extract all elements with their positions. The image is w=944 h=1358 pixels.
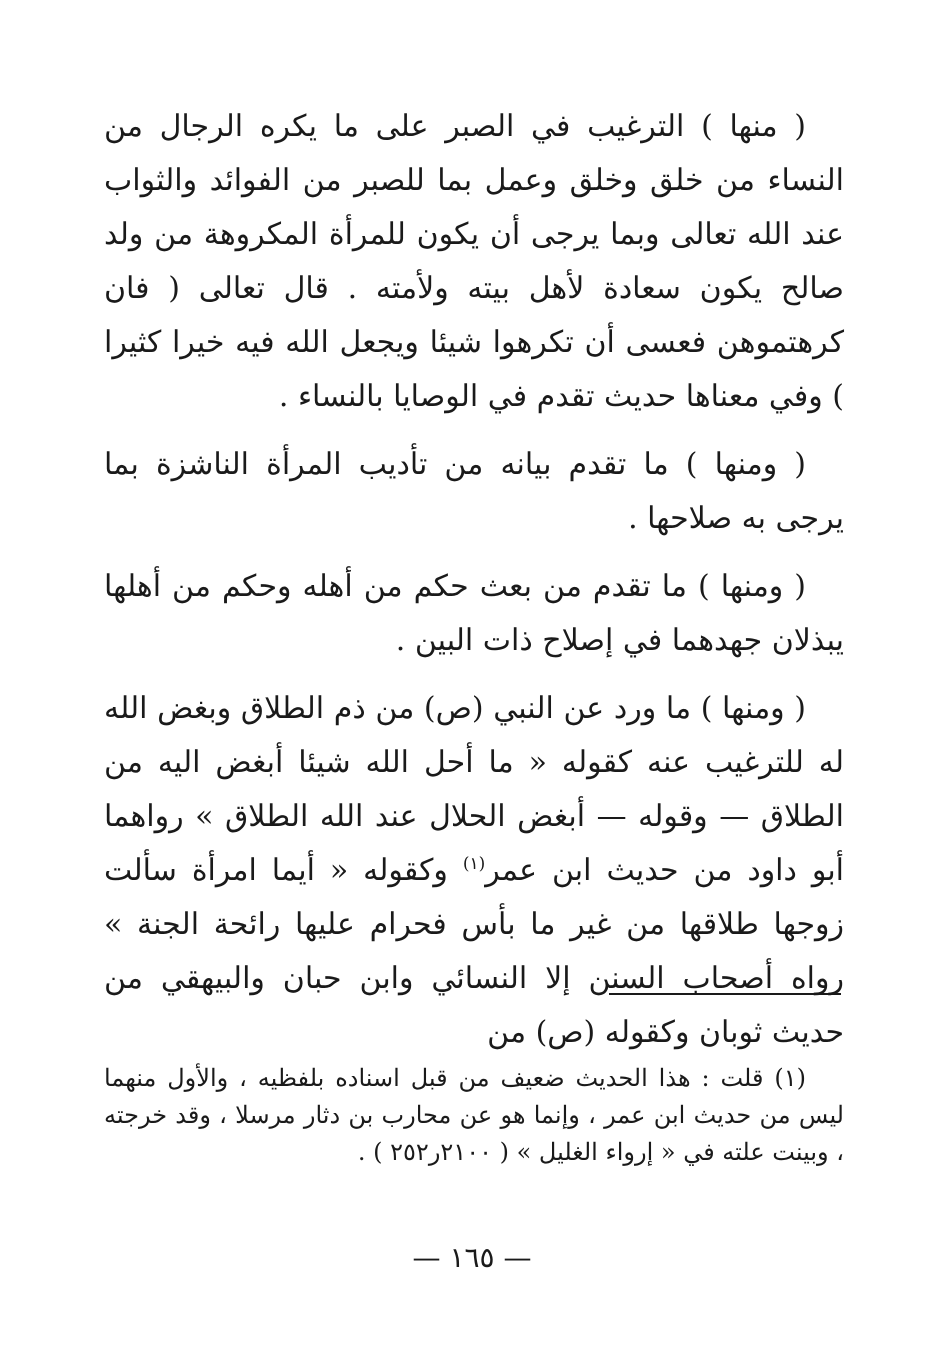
footnote: (١) قلت : هذا الحديث ضعيف من قبل اسناده بلفظيه ، والأول منهما ليس من حديث ابن عمر ، وإنما هو عن محارب بن دثار مرسلا ، وقد خرجته ، وبينت علته في « إرواء الغليل » ( ٢١٠٠ر٢٥٢ ) . [104,1064,844,1166]
main-text-block [104,100,844,1074]
paragraph-1: ( منها ) الترغيب في الصبر على ما يكره الرجال من النساء من خلق وخلق وعمل بما للصبر من الفوائد والثواب عند الله تعالى وبما يرجى أن يكون للمرأة المكروهة من ولد صالح يكون سعادة لأهل بيته ولأمته . قال تعالى ( فان كرهتموهن فعسى أن تكرهوا شيئا ويجعل الله فيه خيرا كثيرا ) وفي معناها حديث تقدم في الوصايا بالنساء . [104,109,844,414]
paragraph-4-text-before: ( ومنها ) ما ورد عن النبي (ص) من ذم الطلاق وبغض الله له للترغيب عنه كقوله « ما أحل الله شيئا أبغض اليه من الطلاق — وقوله — أبغض الحلال عند الله الطلاق » رواهما أبو داود من حديث ابن عمر [104,691,845,888]
paragraph-2: ( ومنها ) ما تقدم بيانه من تأديب المرأة الناشزة بما يرجى به صلاحها . [104,447,844,536]
page-number: — ١٦٥ — [412,1241,532,1274]
paragraph-4-text-after: وكقوله « أيما امرأة سألت زوجها طلاقها من غير ما بأس فحرام عليها رائحة الجنة » رواه أصحاب السنن إلا النسائي وابن حبان والبيهقي من حديث ثوبان وكقوله (ص) من [104,853,844,1050]
paragraph-3: ( ومنها ) ما تقدم من بعث حكم من أهله وحكم من أهلها يبذلان جهدهما في إصلاح ذات البين . [104,569,844,658]
paragraph-4 [104,682,844,1060]
footnote-separator [609,993,841,995]
footnote-reference: (١) [462,854,486,874]
